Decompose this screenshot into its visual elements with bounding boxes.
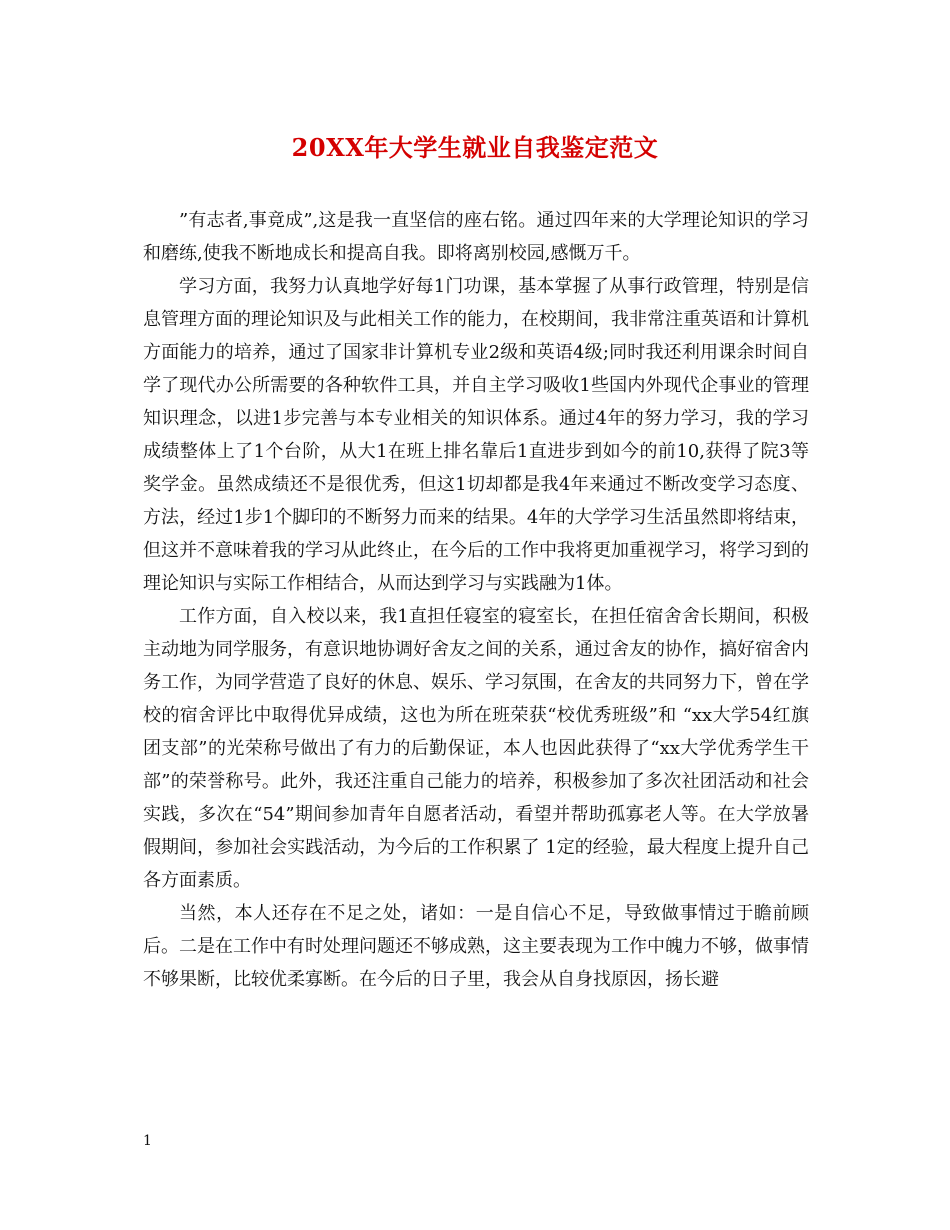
paragraph-study: 学习方面，我努力认真地学好每1门功课，基本掌握了从事行政管理，特别是信息管理方面的理论知识及与此相关工作的能力，在校期间，我非常注重英语和计算机方面能力的培养，通过了国家非计算机专业2级和英语4级;同时我还利用课余时间自学了现代办公所需要的各种软件工具，并自主学习吸收1些国内外现代企事业的管理知识理念，以进1步完善与本专业相关的知识体系。通过4年的努力学习，我的学习成绩整体上了1个台阶，从大1在班上排名靠后1直进步到如今的前10,获得了院3等奖学金。虽然成绩还不是很优秀，但这1切却都是我4年来通过不断改变学习态度、方法，经过1步1个脚印的不断努力而来的结果。4年的大学学习生活虽然即将结束，但这并不意味着我的学习从此终止，在今后的工作中我将更加重视学习，将学习到的理论知识与实际工作相结合，从而达到学习与实践融为1体。 [143, 276, 809, 594]
document-body [143, 204, 809, 996]
paragraph-shortcomings: 当然，本人还存在不足之处，诸如：一是自信心不足，导致做事情过于瞻前顾后。二是在工作中有时处理问题还不够成熟，这主要表现为工作中魄力不够，做事情不够果断，比较优柔寡断。在今后的日子里，我会从自身找原因，扬长避 [143, 903, 809, 990]
document-title: 20XX年大学生就业自我鉴定范文 [291, 133, 659, 162]
paragraph-work: 工作方面，自入校以来，我1直担任寝室的寝室长，在担任宿舍舍长期间，积极主动地为同学服务，有意识地协调好舍友之间的关系，通过舍友的协作，搞好宿舍内务工作，为同学营造了良好的休息、娱乐、学习氛围，在舍友的共同努力下，曾在学校的宿舍评比中取得优异成绩，这也为所在班荣获“校优秀班级”和 “xx大学54红旗团支部”的光荣称号做出了有力的后勤保证，本人也因此获得了“xx大学优秀学生干部”的荣誉称号。此外，我还注重自己能力的培养，积极参加了多次社团活动和社会实践，多次在“54”期间参加青年自愿者活动，看望并帮助孤寡老人等。在大学放暑假期间，参加社会实践活动，为今后的工作积累了 1定的经验，最大程度上提升自己各方面素质。 [143, 606, 809, 891]
paragraph-intro: ”有志者,事竟成”,这是我一直坚信的座右铭。通过四年来的大学理论知识的学习和磨练,使我不断地成长和提高自我。即将离别校园,感慨万千。 [143, 210, 809, 264]
page-number: 1 [143, 1133, 152, 1149]
